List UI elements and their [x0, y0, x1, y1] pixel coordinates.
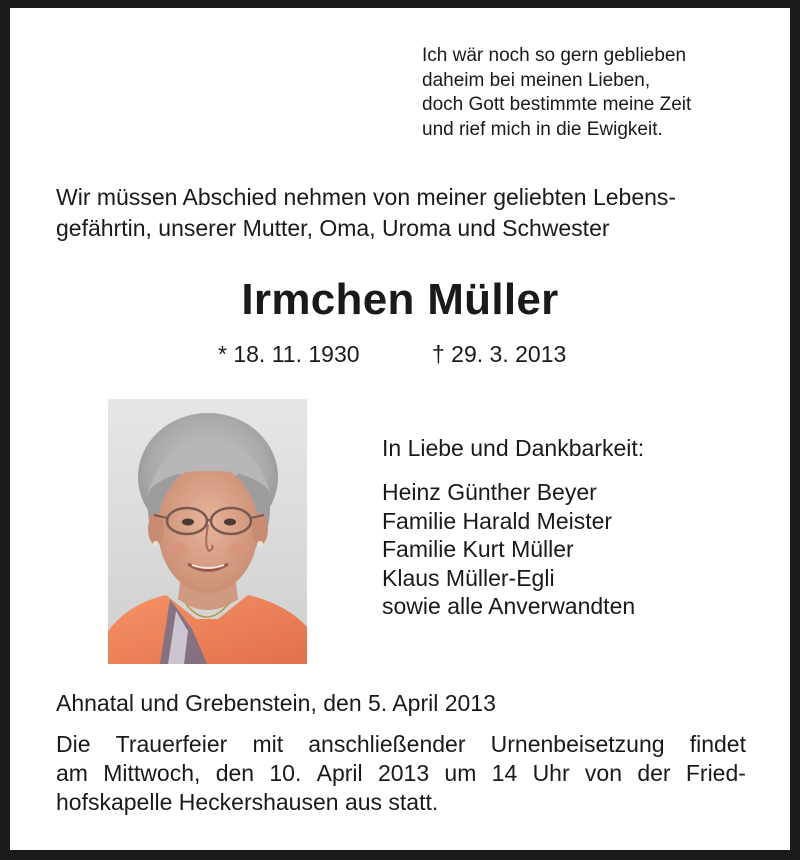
- mourner-name: Heinz Günther Beyer: [382, 479, 597, 505]
- service-word: Fried-: [685, 760, 746, 786]
- mourner-name: Familie Kurt Müller: [382, 536, 574, 562]
- mourner-name: Klaus Müller-Egli: [382, 564, 555, 591]
- poem-line: doch Gott bestimmte meine Zeit: [422, 94, 692, 115]
- portrait-photo: [108, 399, 307, 664]
- poem-line: daheim bei meinen Lieben,: [422, 69, 651, 91]
- service-word: anschließender: [308, 731, 466, 757]
- service-word: 14: [491, 760, 518, 786]
- service-word: Uhr: [532, 760, 570, 786]
- deceased-name: Irmchen Müller: [241, 275, 559, 324]
- death-date: † 29. 3. 2013: [432, 341, 567, 367]
- service-line-1: [56, 730, 746, 759]
- service-word: findet: [689, 731, 746, 757]
- service-word: den: [215, 760, 255, 786]
- mourner-name: Familie Harald Meister: [382, 507, 613, 534]
- service-announcement: [56, 730, 746, 817]
- service-word: der: [637, 760, 671, 786]
- intro-text: [56, 182, 746, 244]
- service-word: am: [56, 760, 88, 786]
- service-word: um: [444, 760, 477, 786]
- service-word: Mittwoch,: [103, 760, 201, 786]
- poem: [422, 44, 691, 142]
- portrait-illustration: [108, 399, 307, 664]
- service-word: von: [584, 760, 623, 786]
- service-word: Die: [56, 731, 91, 757]
- service-word: Urnenbeisetzung: [490, 731, 665, 757]
- service-line-2: [56, 759, 746, 788]
- intro-line: gefährtin, unserer Mutter, Oma, Uroma und Schwester: [56, 215, 610, 241]
- birth-date: * 18. 11. 1930: [218, 341, 360, 367]
- service-word: April: [316, 760, 363, 786]
- place-and-date: Ahnatal und Grebenstein, den 5. April 2013: [56, 690, 496, 716]
- mourner-name: sowie alle Anverwandten: [382, 593, 636, 619]
- service-word: Trauerfeier: [115, 731, 228, 757]
- service-word: mit: [252, 731, 284, 757]
- service-word: 10.: [269, 760, 302, 786]
- poem-line: und rief mich in die Ewigkeit.: [422, 118, 663, 140]
- service-word: 2013: [377, 760, 430, 786]
- mourners-list: [382, 478, 635, 621]
- thanks-heading: In Liebe und Dankbarkeit:: [382, 435, 645, 461]
- service-line-3: hofskapelle Heckershausen aus statt.: [56, 789, 439, 815]
- intro-line: Wir müssen Abschied nehmen von meiner geliebten Lebens-: [56, 184, 677, 210]
- poem-line: Ich wär noch so gern geblieben: [422, 45, 687, 66]
